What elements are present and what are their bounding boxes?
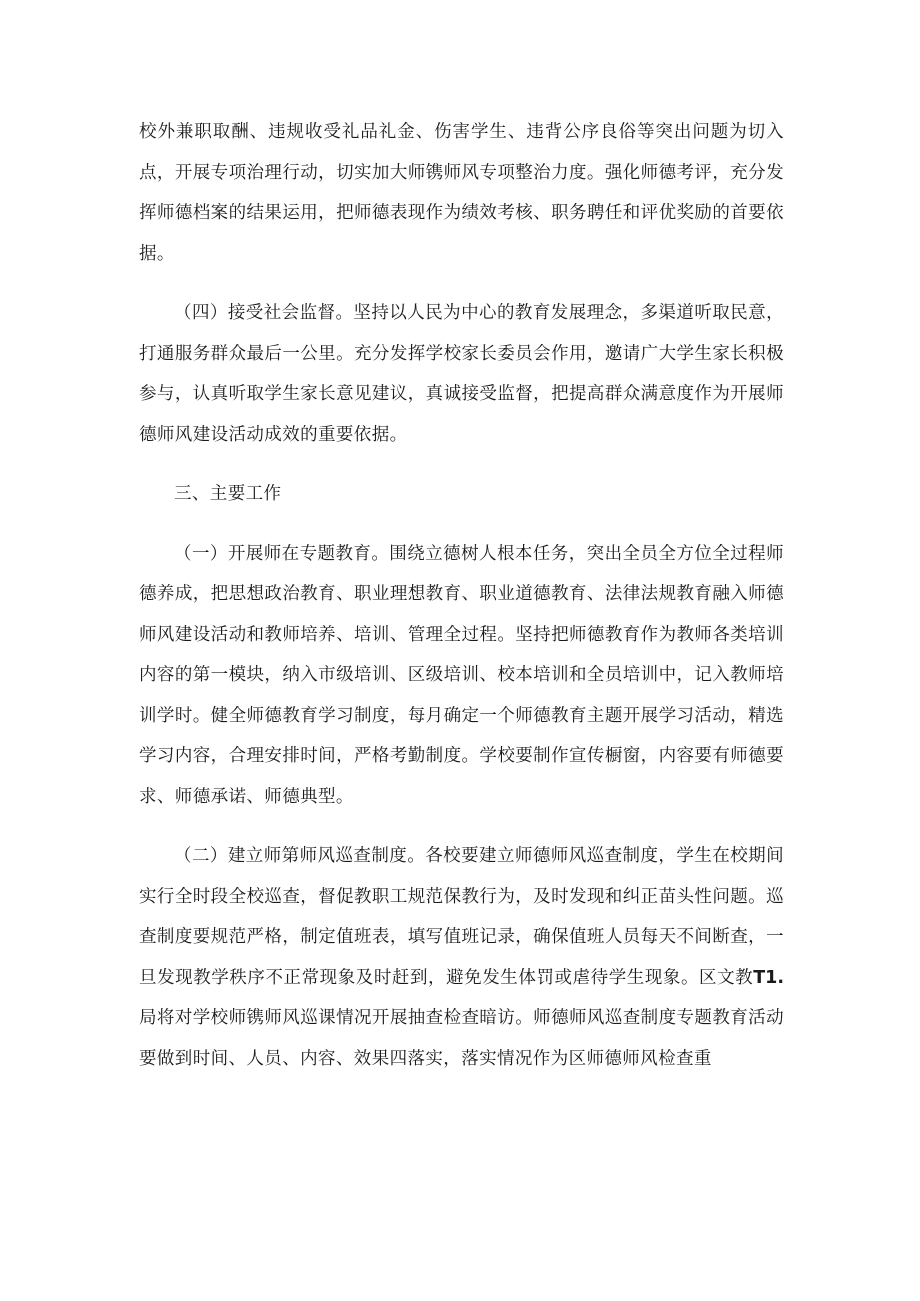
paragraph-inspection-system bbox=[139, 836, 784, 1079]
paragraph-continuation: 校外兼职取酬、违规收受礼品礼金、伤害学生、违背公序良俗等突出问题为切入点，开展专项治理行动，切实加大师镌师风专项整治力度。强化师德考评，充分发挥师德档案的结果运用，把师德表现作为绩效考核、职务聘任和评优奖励的首要依据。 bbox=[139, 122, 784, 264]
section-heading-main-work: 三、主要工作 bbox=[174, 484, 282, 504]
paragraph-inspection-inline-mark: T1. bbox=[753, 967, 784, 988]
paragraph-inspection-text-after: 局将对学校师镌师风巡课情况开展抽查检查暗访。师德师风巡查制度专题教育活动要做到时间、人员、内容、效果四落实，落实情况作为区师德师风检查重 bbox=[139, 1008, 784, 1069]
document-body bbox=[139, 112, 784, 1098]
paragraph-social-supervision: （四）接受社会监督。坚持以人民为中心的教育发展理念，多渠道听取民意，打通服务群众最后一公里。充分发挥学校家长委员会作用，邀请广大学生家长积极参与，认真听取学生家长意见建议，真诚接受监督，把提高群众满意度作为开展师德师风建设活动成效的重要依据。 bbox=[139, 303, 784, 445]
paragraph-inspection-text-before: （二）建立师第师风巡查制度。各校要建立师德师风巡查制度，学生在校期间实行全时段全校巡查，督促教职工规范保教行为，及时发现和纠正苗头性问题。巡查制度要规范严格，制定值班表，填写值班记录，确保值班人员每天不间断查，一旦发现教学秩序不正常现象及时赶到，避免发生体罚或虐待学生现象。区文教 bbox=[139, 846, 784, 988]
paragraph-special-education: （一）开展师在专题教育。围绕立德树人根本任务，突出全员全方位全过程师德养成，把思想政治教育、职业理想教育、职业道德教育、法律法规教育融入师德师风建设活动和教师培养、培训、管理全过程。坚持把师德教育作为教师各类培训内容的第一模块，纳入市级培训、区级培训、校本培训和全员培训中，记入教师培训学时。健全师德教育学习制度，每月确定一个师德教育主题开展学习活动，精选学习内容，合理安排时间，严格考勤制度。学校要制作宣传橱窗，内容要有师德要求、师德承诺、师德典型。 bbox=[139, 543, 784, 807]
